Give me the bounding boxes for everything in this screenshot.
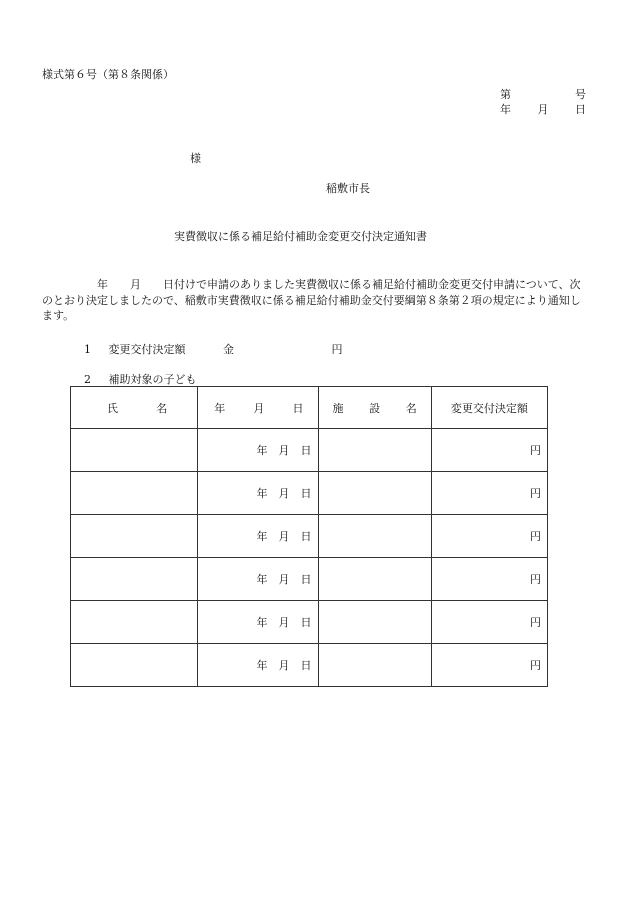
amount-cell[interactable]: 円 <box>431 644 547 687</box>
item-1-kin: 金 <box>223 343 234 356</box>
facility-cell[interactable] <box>318 644 431 687</box>
amount-cell[interactable]: 円 <box>431 429 547 472</box>
date-cell[interactable]: 年 月 日 <box>198 601 318 644</box>
item-2-label: 補助対象の子ども <box>108 373 197 386</box>
table-row <box>71 644 548 687</box>
item-2 <box>84 371 197 387</box>
name-cell[interactable] <box>71 601 198 644</box>
table-row <box>71 601 548 644</box>
item-2-number: 2 <box>84 373 91 386</box>
date-cell[interactable]: 年 月 日 <box>198 515 318 558</box>
number-suffix: 号 <box>575 88 586 101</box>
table-row <box>71 515 548 558</box>
date-cell[interactable]: 年 月 日 <box>198 558 318 601</box>
item-1-label: 変更交付決定額 <box>108 343 186 356</box>
item-1-number: 1 <box>84 343 91 356</box>
table-row <box>71 558 548 601</box>
facility-cell[interactable] <box>318 472 431 515</box>
header-name: 氏 名 <box>71 387 198 429</box>
item-1-yen: 円 <box>331 343 343 356</box>
table-header-row <box>71 387 548 429</box>
item-1 <box>84 341 343 357</box>
body-text: 年 月 日付けで申請のありました実費徴収に係る補足給付補助金変更交付申請について、次のとおり決定しましたので、稲敷市実費徴収に係る補足給付補助金交付要綱第８条第２項の規定により通知します。 <box>42 278 581 322</box>
header-date: 年 月 日 <box>198 387 318 429</box>
facility-cell[interactable] <box>318 515 431 558</box>
amount-cell[interactable]: 円 <box>431 558 547 601</box>
table-row <box>71 429 548 472</box>
date-day: 日 <box>575 103 586 116</box>
name-cell[interactable] <box>71 429 198 472</box>
amount-cell[interactable]: 円 <box>431 472 547 515</box>
name-cell[interactable] <box>71 515 198 558</box>
date-cell[interactable]: 年 月 日 <box>198 644 318 687</box>
date-cell[interactable]: 年 月 日 <box>198 429 318 472</box>
number-prefix: 第 <box>500 88 511 101</box>
issue-date-line <box>500 101 586 117</box>
facility-cell[interactable] <box>318 601 431 644</box>
name-cell[interactable] <box>71 644 198 687</box>
name-cell[interactable] <box>71 472 198 515</box>
date-month: 月 <box>537 103 549 116</box>
name-cell[interactable] <box>71 558 198 601</box>
document-number-line <box>500 86 586 102</box>
children-table <box>70 386 548 687</box>
date-cell[interactable]: 年 月 日 <box>198 472 318 515</box>
amount-cell[interactable]: 円 <box>431 515 547 558</box>
issuer: 稲敷市長 <box>326 182 370 195</box>
form-number: 様式第６号（第８条関係） <box>42 68 174 81</box>
document-title: 実費徴収に係る補足給付補助金変更交付決定通知書 <box>174 230 427 243</box>
amount-cell[interactable]: 円 <box>431 601 547 644</box>
facility-cell[interactable] <box>318 558 431 601</box>
addressee: 様 <box>190 152 201 165</box>
header-amount: 変更交付決定額 <box>431 387 547 429</box>
table-row <box>71 472 548 515</box>
header-facility: 施 設 名 <box>318 387 431 429</box>
date-year: 年 <box>500 103 511 116</box>
facility-cell[interactable] <box>318 429 431 472</box>
